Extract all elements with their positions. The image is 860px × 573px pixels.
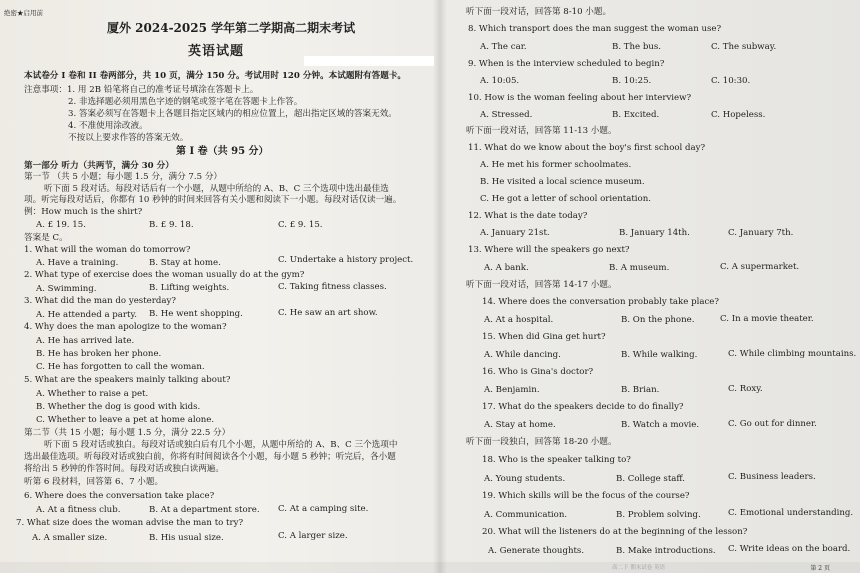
q8-option-a: A. The car. bbox=[480, 42, 527, 52]
q16-option-c: C. Roxy. bbox=[728, 384, 763, 394]
q16-option-b: B. Brian. bbox=[621, 385, 660, 395]
q3-option-c: C. He saw an art show. bbox=[278, 308, 378, 318]
q16-option-a: A. Benjamin. bbox=[484, 385, 540, 395]
listen-6-7: 听第 6 段材料，回答第 6、7 小题。 bbox=[24, 477, 164, 487]
q4-option-c: C. He has forgotten to call the woman. bbox=[36, 362, 205, 372]
q10-option-b: B. Excited. bbox=[612, 110, 660, 120]
question-16: 16. Who is Gina's doctor? bbox=[482, 367, 594, 377]
section2-instruction-2: 选出最佳选项。听每段对话或独白前，你将有时间阅读各个小题，每小题 5 秒钟；听完后，各小题 bbox=[24, 452, 396, 462]
question-9: 9. When is the interview scheduled to begin? bbox=[468, 59, 665, 69]
question-14: 14. Where does the conversation probably take place? bbox=[482, 297, 719, 307]
q19-option-a: A. Communication. bbox=[484, 510, 568, 520]
q11-option-b: B. He visited a local science museum. bbox=[480, 177, 645, 187]
confidential-stamp: 绝密★启用前 bbox=[4, 9, 43, 17]
question-19: 19. Which skills will be the focus of the course? bbox=[482, 491, 690, 501]
q9-option-c: C. 10:30. bbox=[711, 76, 751, 86]
question-7: 7. What size does the woman advise the man to try? bbox=[16, 518, 244, 528]
question-20: 20. What will the listeners do at the beginning of the lesson? bbox=[482, 527, 748, 537]
q8-option-c: C. The subway. bbox=[711, 42, 777, 52]
q19-option-c: C. Emotional understanding. bbox=[728, 508, 854, 518]
section2-sub: 第二节（共 15 小题；每小题 1.5 分，满分 22.5 分） bbox=[24, 428, 231, 438]
section2-instruction-3: 将给出 5 秒钟的作答时间。每段对话或独白读两遍。 bbox=[24, 464, 224, 474]
q4-option-a: A. He has arrived late. bbox=[36, 336, 135, 346]
exam-intro: 本试卷分 I 卷和 II 卷两部分，共 10 页，满分 150 分。考试用时 120 分钟。本试题附有答题卡。 bbox=[24, 71, 407, 81]
redaction-bar bbox=[304, 56, 434, 66]
q2-option-c: C. Taking fitness classes. bbox=[278, 282, 387, 292]
note-2: 2. 非选择题必须用黑色字迹的钢笔或签字笔在答题卡上作答。 bbox=[68, 97, 303, 107]
section2-instruction-1: 听下面 5 段对话或独白。每段对话或独白后有几个小题，从题中所给的 A、B、C 三个选项中 bbox=[44, 440, 398, 450]
q10-option-a: A. Stressed. bbox=[480, 110, 533, 120]
q5-option-a: A. Whether to raise a pet. bbox=[36, 389, 149, 399]
q18-option-c: C. Business leaders. bbox=[728, 472, 816, 482]
q15-option-b: B. While walking. bbox=[621, 350, 698, 360]
q15-option-c: C. While climbing mountains. bbox=[728, 349, 857, 359]
section1-sub: 第一节 （共 5 小题；每小题 1.5 分，满分 7.5 分） bbox=[24, 172, 223, 182]
q13-option-a: A. A bank. bbox=[484, 263, 529, 273]
question-2: 2. What type of exercise does the woman usually do at the gym? bbox=[24, 270, 305, 280]
q13-option-b: B. A museum. bbox=[609, 263, 670, 273]
question-12: 12. What is the date today? bbox=[468, 211, 588, 221]
listen-8-10: 听下面一段对话，回答第 8-10 小题。 bbox=[466, 7, 612, 17]
section1-heading: 第一部分 听力（共两节，满分 30 分） bbox=[24, 161, 174, 171]
page-footer: 高二下 期末试卷 英语 bbox=[612, 565, 665, 571]
listen-11-13: 听下面一段对话，回答第 11-13 小题。 bbox=[466, 126, 617, 136]
listen-14-17: 听下面一段对话，回答第 14-17 小题。 bbox=[466, 280, 617, 290]
q6-option-a: A. At a fitness club. bbox=[36, 505, 121, 515]
q14-option-c: C. In a movie theater. bbox=[720, 314, 814, 324]
q18-option-b: B. College staff. bbox=[616, 474, 685, 484]
q17-option-b: B. Watch a movie. bbox=[621, 420, 700, 430]
q19-option-b: B. Problem solving. bbox=[616, 510, 701, 520]
q4-option-b: B. He has broken her phone. bbox=[36, 349, 162, 359]
q12-option-c: C. January 7th. bbox=[728, 228, 794, 238]
example-option-b: B. £ 9. 18. bbox=[149, 220, 194, 230]
q1-option-c: C. Undertake a history project. bbox=[278, 255, 414, 265]
question-4: 4. Why does the man apologize to the woman? bbox=[24, 322, 227, 332]
q3-option-b: B. He went shopping. bbox=[149, 309, 243, 319]
example-option-a: A. £ 19. 15. bbox=[36, 220, 86, 230]
q1-option-b: B. Stay at home. bbox=[149, 258, 221, 268]
q1-option-a: A. Have a training. bbox=[36, 258, 119, 268]
q3-option-a: A. He attended a party. bbox=[36, 310, 137, 320]
q6-option-b: B. At a department store. bbox=[149, 505, 260, 515]
example-option-c: C. £ 9. 15. bbox=[278, 220, 323, 230]
question-18: 18. Who is the speaker talking to? bbox=[482, 455, 631, 465]
q13-option-c: C. A supermarket. bbox=[720, 262, 800, 272]
footer-strip bbox=[0, 562, 860, 573]
q20-option-a: A. Generate thoughts. bbox=[488, 546, 585, 556]
question-5: 5. What are the speakers mainly talking about? bbox=[24, 375, 231, 385]
question-6: 6. Where does the conversation take place? bbox=[24, 491, 215, 501]
note-4: 4. 不准使用涂改液。 bbox=[68, 121, 148, 131]
q9-option-b: B. 10:25. bbox=[612, 76, 652, 86]
note-1: 注意事项：1. 用 2B 铅笔将自己的准考证号填涂在答题卡上。 bbox=[24, 85, 259, 95]
exam-title: 厦外 2024-2025 学年第二学期高二期末考试 bbox=[107, 21, 356, 35]
q10-option-c: C. Hopeless. bbox=[711, 110, 766, 120]
q7-option-b: B. His usual size. bbox=[149, 533, 224, 543]
section1-instruction-1: 听下面 5 段对话。每段对话后有一个小题，从题中所给的 A、B、C 三个选项中选出最佳选 bbox=[44, 184, 389, 194]
example-answer: 答案是 C。 bbox=[24, 233, 68, 243]
q2-option-b: B. Lifting weights. bbox=[149, 283, 230, 293]
question-13: 13. Where will the speakers go next? bbox=[468, 245, 630, 255]
q14-option-b: B. On the phone. bbox=[621, 315, 695, 325]
listen-18-20: 听下面一段独白，回答第 18-20 小题。 bbox=[466, 437, 617, 447]
section1-instruction-2: 项。听完每段对话后，你都有 10 秒钟的时间来回答有关小题和阅读下一小题。每段对话仅读一遍。 bbox=[24, 195, 402, 205]
q11-option-a: A. He met his former schoolmates. bbox=[480, 160, 632, 170]
page-number: 第 2 页 bbox=[810, 565, 830, 572]
question-15: 15. When did Gina get hurt? bbox=[482, 332, 606, 342]
q5-option-b: B. Whether the dog is good with kids. bbox=[36, 402, 201, 412]
question-3: 3. What did the man do yesterday? bbox=[24, 296, 176, 306]
question-10: 10. How is the woman feeling about her interview? bbox=[468, 93, 692, 103]
q18-option-a: A. Young students. bbox=[484, 474, 566, 484]
q14-option-a: A. At a hospital. bbox=[484, 315, 554, 325]
part1-heading: 第 I 卷（共 95 分） bbox=[176, 146, 269, 157]
question-8: 8. Which transport does the man suggest the woman use? bbox=[468, 24, 722, 34]
q20-option-b: B. Make introductions. bbox=[616, 546, 716, 556]
q20-option-c: C. Write ideas on the board. bbox=[728, 544, 851, 554]
note-5: 不按以上要求作答的答案无效。 bbox=[68, 133, 189, 143]
q17-option-c: C. Go out for dinner. bbox=[728, 419, 817, 429]
q5-option-c: C. Whether to leave a pet at home alone. bbox=[36, 415, 215, 425]
q12-option-a: A. January 21st. bbox=[480, 228, 550, 238]
q12-option-b: B. January 14th. bbox=[619, 228, 690, 238]
q2-option-a: A. Swimming. bbox=[36, 284, 97, 294]
question-1: 1. What will the woman do tomorrow? bbox=[24, 245, 191, 255]
q7-option-a: A. A smaller size. bbox=[32, 533, 108, 543]
q17-option-a: A. Stay at home. bbox=[484, 420, 556, 430]
q9-option-a: A. 10:05. bbox=[480, 76, 520, 86]
example-question: 例：How much is the shirt? bbox=[24, 207, 143, 217]
page-fold bbox=[433, 0, 447, 573]
question-11: 11. What do we know about the boy's first school day? bbox=[468, 143, 706, 153]
q8-option-b: B. The bus. bbox=[612, 42, 662, 52]
question-17: 17. What do the speakers decide to do finally? bbox=[482, 402, 684, 412]
note-3: 3. 答案必须写在答题卡上各题目指定区域内的相应位置上，超出指定区域的答案无效。 bbox=[68, 109, 397, 119]
q11-option-c: C. He got a letter of school orientation. bbox=[480, 194, 651, 204]
subject-title: 英语试题 bbox=[188, 44, 245, 59]
q7-option-c: C. A larger size. bbox=[278, 531, 348, 541]
q6-option-c: C. At a camping site. bbox=[278, 504, 369, 514]
q15-option-a: A. While dancing. bbox=[484, 350, 561, 360]
